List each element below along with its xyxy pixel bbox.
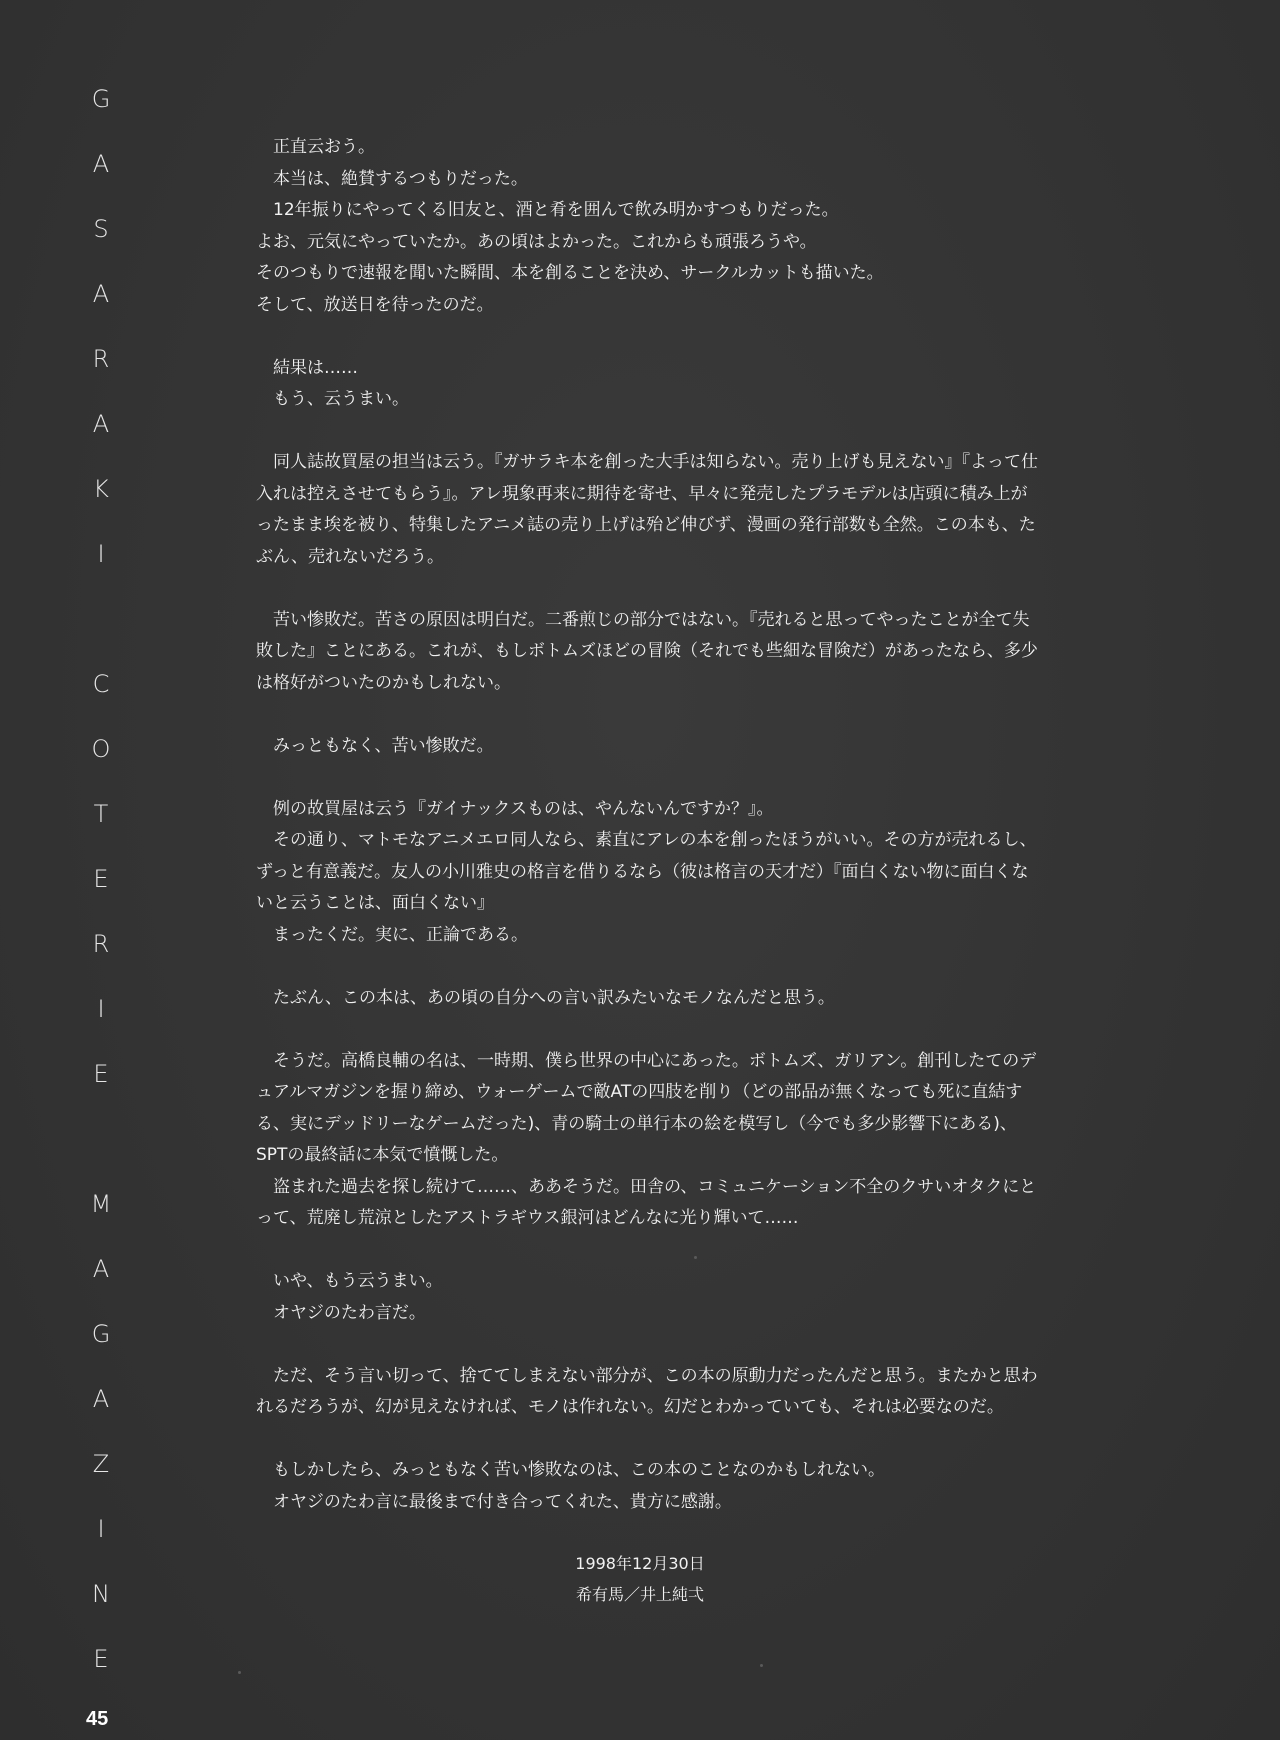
- blank-line: [256, 1235, 1096, 1267]
- afterword-body: [256, 132, 1096, 1518]
- title-letter: K: [93, 475, 109, 503]
- text-line: 結果は……: [256, 357, 358, 378]
- text-line: 入れは控えさせてもらう』。アレ現象再来に期待を寄せ、早々に発売したプラモデルは店頭に積み上が: [256, 483, 1028, 504]
- text-line: SPTの最終話に本気で憤慨した。: [256, 1145, 509, 1165]
- blank-line: [256, 416, 1096, 448]
- title-letter: G: [91, 85, 111, 113]
- text-line: 同人誌故買屋の担当は云う。『ガサラキ本を創った大手は知らない。売り上げも見えない』『よって仕: [256, 452, 1038, 472]
- text-line: は格好がついたのかもしれない。: [256, 672, 511, 693]
- text-line: そのつもりで速報を聞いた瞬間、本を創ることを決め、サークルカットも描いた。: [256, 263, 884, 283]
- paper-speck: [694, 1256, 697, 1259]
- blank-line: [256, 951, 1096, 983]
- page-number: 45: [86, 1708, 109, 1730]
- text-line: いや、もう云うまい。: [256, 1271, 443, 1291]
- text-line: よお、元気にやっていたか。あの頃はよかった。これからも頑張ろうや。: [256, 231, 817, 252]
- blank-line: [256, 573, 1096, 605]
- title-letter: G: [91, 1320, 111, 1348]
- title-letter: E: [93, 865, 109, 893]
- blank-line: [256, 762, 1096, 794]
- title-letter: A: [92, 280, 110, 308]
- title-letter: I: [97, 1515, 105, 1543]
- title-letter: R: [92, 345, 110, 373]
- text-line: ぶん、売れないだろう。: [256, 546, 445, 567]
- text-line: れるだろうが、幻が見えなければ、モノは作れない。幻だとわかっていても、それは必要なのだ。: [256, 1397, 1004, 1417]
- text-line: そして、放送日を待ったのだ。: [256, 294, 494, 315]
- title-letter: N: [92, 1580, 110, 1608]
- text-line: 苦い惨敗だ。苦さの原因は明白だ。二番煎じの部分ではない。『売れると思ってやったことが全て失: [256, 609, 1030, 630]
- title-letter: O: [91, 735, 111, 763]
- text-line: 正直云おう。: [256, 137, 375, 157]
- text-line: もう、云うまい。: [256, 389, 409, 409]
- title-letter: Z: [92, 1450, 110, 1478]
- title-letter: M: [90, 1190, 112, 1218]
- title-letter: E: [93, 1645, 109, 1673]
- blank-line: [256, 699, 1096, 731]
- text-line: たぶん、この本は、あの頃の自分への言い訳みたいなモノなんだと思う。: [256, 987, 835, 1008]
- text-line: まったくだ。実に、正論である。: [256, 924, 528, 945]
- title-letter: I: [97, 540, 105, 568]
- text-line: ったまま埃を被り、特集したアニメ誌の売り上げは殆ど伸びず、漫画の発行部数も全然。この本も、た: [256, 515, 1036, 535]
- text-line: もしかしたら、みっともなく苦い惨敗なのは、この本のことなのかもしれない。: [256, 1460, 885, 1480]
- text-line: 本当は、絶賛するつもりだった。: [256, 168, 528, 189]
- title-letter: R: [92, 930, 110, 958]
- blank-line: [256, 321, 1096, 353]
- text-line: 例の故買屋は云う『ガイナックスものは、やんないんですか？』。: [256, 798, 774, 819]
- title-letter: A: [92, 1385, 110, 1413]
- text-line: そうだ。高橋良輔の名は、一時期、僕ら世界の中心にあった。ボトムズ、ガリアン。創刊したてのデ: [256, 1050, 1037, 1071]
- text-line: オヤジのたわ言だ。: [256, 1302, 426, 1323]
- blank-line: [256, 1424, 1096, 1456]
- text-line: って、荒廃し荒涼としたアストラギウス銀河はどんなに光り輝いて……: [256, 1208, 799, 1228]
- title-letter: A: [92, 150, 110, 178]
- text-line: ずっと有意義だ。友人の小川雅史の格言を借りるなら（彼は格言の天才だ）『面白くない物に面白くな: [256, 861, 1029, 882]
- text-line: その通り、マトモなアニメエロ同人なら、素直にアレの本を創ったほうがいい。その方が売れるし、: [256, 830, 1037, 850]
- text-line: 12年振りにやってくる旧友と、酒と肴を囲んで飲み明かすつもりだった。: [256, 200, 839, 220]
- title-letter: A: [92, 1255, 110, 1283]
- text-line: 敗した』ことにある。これが、もしボトムズほどの冒険（それでも些細な冒険だ）があったなら、多少: [256, 641, 1038, 661]
- title-letter: S: [93, 215, 109, 243]
- signature-date: 1998年12月30日: [575, 1554, 705, 1573]
- text-line: 盗まれた過去を探し続けて……、ああそうだ。田舎の、コミュニケーション不全のクサいオタクにと: [256, 1176, 1037, 1197]
- text-line: みっともなく、苦い惨敗だ。: [256, 735, 494, 756]
- paper-speck: [238, 1671, 241, 1674]
- blank-line: [256, 1014, 1096, 1046]
- blank-line: [256, 1329, 1096, 1361]
- title-letter: C: [92, 670, 110, 698]
- title-letter: T: [93, 800, 109, 828]
- title-letter: E: [93, 1060, 109, 1088]
- title-letter: A: [92, 410, 110, 438]
- text-line: ュアルマガジンを握り締め、ウォーゲームで敵ATの四肢を削り（どの部品が無くなっても死に直結す: [256, 1082, 1023, 1102]
- signature-author: 希有馬／井上純弌: [575, 1585, 704, 1604]
- title-letter: I: [97, 995, 105, 1023]
- text-line: ただ、そう言い切って、捨ててしまえない部分が、この本の原動力だったんだと思う。またかと思わ: [256, 1365, 1038, 1386]
- text-line: オヤジのたわ言に最後まで付き合ってくれた、貴方に感謝。: [256, 1491, 732, 1512]
- text-line: る、実にデッドリーなゲームだった)、青の騎士の単行本の絵を模写し（今でも多少影響下にある)、: [256, 1113, 1017, 1134]
- paper-speck: [760, 1664, 763, 1667]
- text-line: いと云うことは、面白くない』: [256, 893, 494, 913]
